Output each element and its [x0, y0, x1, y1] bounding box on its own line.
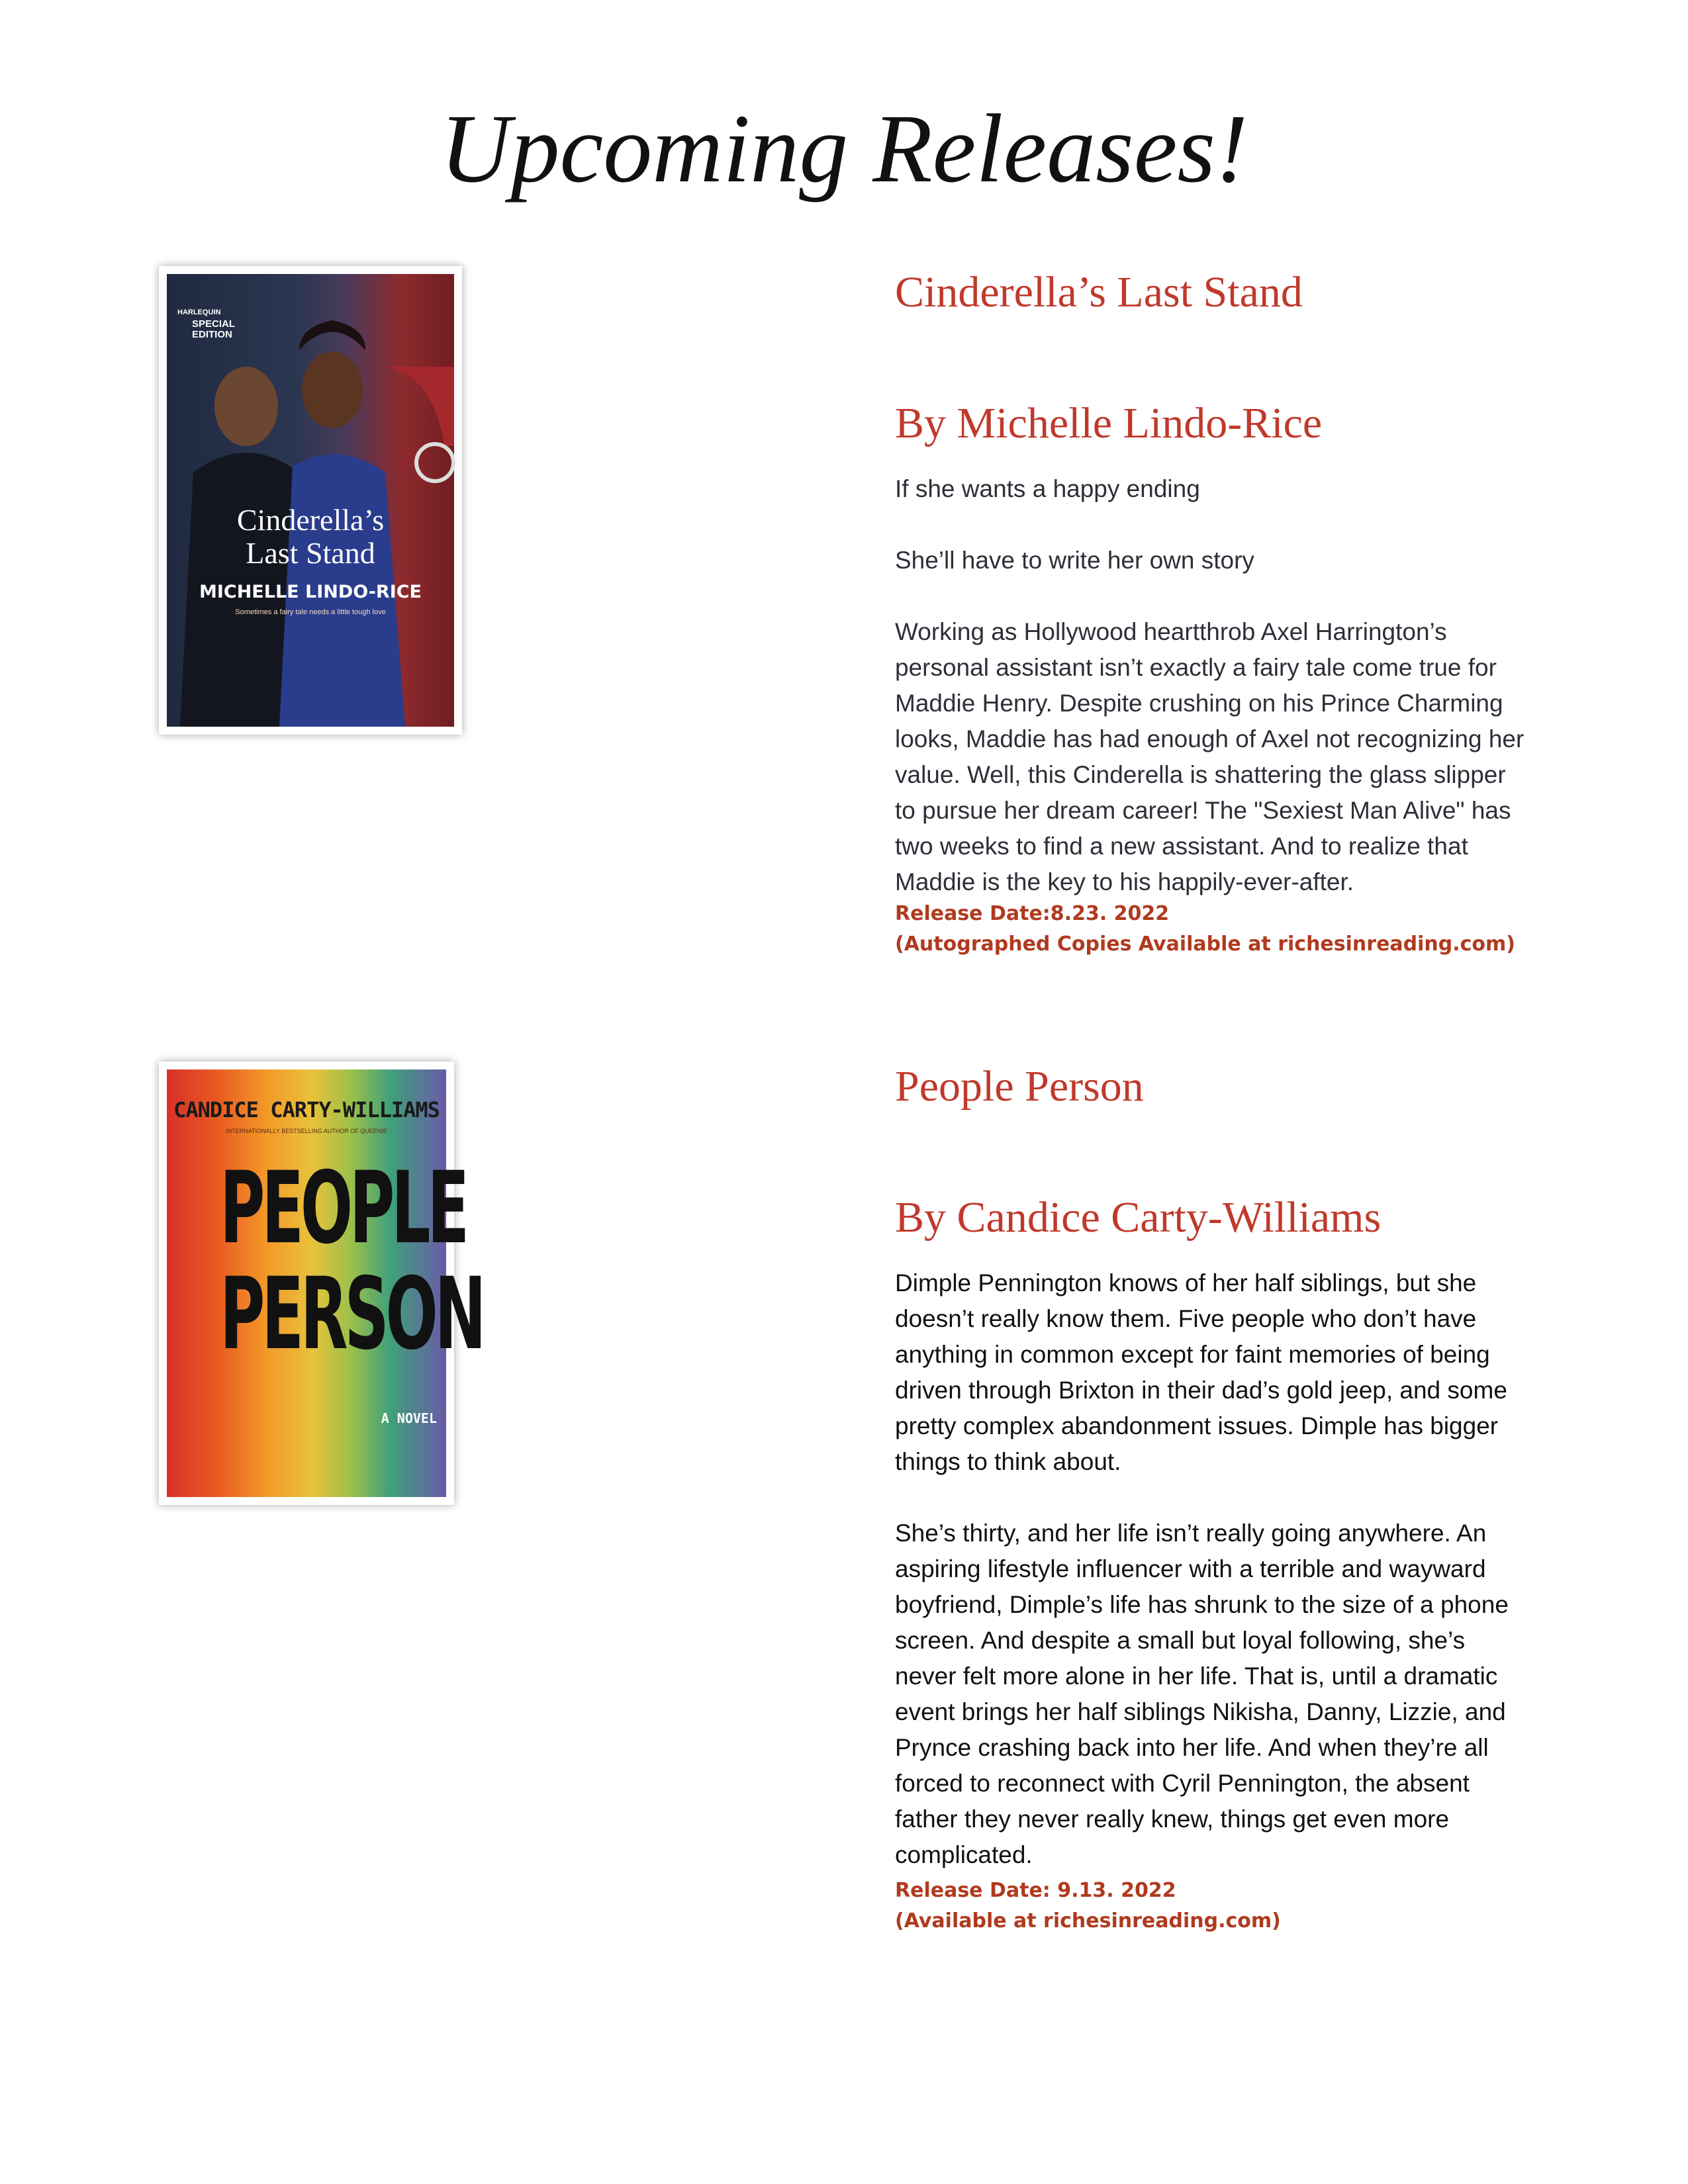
- book-title: People Person: [895, 1062, 1144, 1111]
- availability-note: (Available at richesinreading.com): [895, 1909, 1281, 1933]
- cover-subtitle: INTERNATIONALLY BESTSELLING AUTHOR OF QUEENIE: [226, 1128, 387, 1134]
- book-cover-cinderellas-last-stand: [159, 266, 462, 735]
- book-cover-people-person: [159, 1062, 483, 1505]
- cover-title-line2: Last Stand: [246, 536, 375, 570]
- cover-title-line1: Cinderella’s: [236, 503, 385, 537]
- description-paragraph: Dimple Pennington knows of her half siblings, but she doesn’t really know them. Five people who don’t have anything in common except for faint memories of being driven through Brixton in their dad’s gold jeep, and some pretty complex abandonment issues. Dimple has bigger things to think about.: [895, 1269, 1507, 1475]
- cover-title-line1: PEOPLE: [220, 1151, 467, 1266]
- book-title: Cinderella’s Last Stand: [895, 268, 1303, 316]
- cover-illustration: [167, 274, 454, 727]
- cover-label: A NOVEL: [381, 1410, 437, 1426]
- cover-imprint: HARLEQUIN: [177, 308, 221, 316]
- release-date: Release Date: 9.13. 2022: [895, 1879, 1176, 1902]
- description-paragraph: She’ll have to write her own story: [895, 547, 1254, 574]
- cover-author: CANDICE CARTY-WILLIAMS: [173, 1097, 440, 1122]
- description-paragraph: If she wants a happy ending: [895, 475, 1200, 502]
- cover-tagline: Sometimes a fairy tale needs a little tough love: [235, 608, 386, 616]
- book-description: [895, 471, 1530, 900]
- book-description: [895, 1265, 1530, 1873]
- cover-author: MICHELLE LINDO-RICE: [199, 582, 422, 602]
- description-paragraph: She’s thirty, and her life isn’t really going anywhere. An aspiring lifestyle influencer with a terrible and wayward boyfriend, Dimple’s life has shrunk to the size of a phone screen. And despite a small but loyal following, she’s never felt more alone in her life. That is, until a dramatic event brings her half siblings Nikisha, Danny, Lizzie, and Prynce crashing back into her life. And when they’re all forced to reconnect with Cyril Pennington, the absent father they never really knew, things get even more complicated.: [895, 1520, 1509, 1868]
- book-author: By Michelle Lindo-Rice: [895, 399, 1323, 447]
- availability-note: (Autographed Copies Available at richesinreading.com): [895, 933, 1516, 956]
- cover-art: [167, 1069, 483, 1497]
- cover-title-line2: PERSON: [220, 1257, 483, 1372]
- page-title: Upcoming Releases!: [440, 95, 1248, 203]
- cover-line: SPECIAL EDITION: [192, 318, 235, 340]
- release-info: [895, 1876, 1557, 1936]
- cover-art: [167, 274, 454, 727]
- book-author: By Candice Carty-Williams: [895, 1193, 1382, 1242]
- release-info: [895, 899, 1557, 960]
- release-date: Release Date:8.23. 2022: [895, 902, 1170, 925]
- description-paragraph: Working as Hollywood heartthrob Axel Harrington’s personal assistant isn’t exactly a fairy tale come true for Maddie Henry. Despite crushing on his Prince Charming looks, Maddie has had enough of Axel not recognizing her value. Well, this Cinderella is shattering the glass slipper to pursue her dream career! The "Sexiest Man Alive" has two weeks to find a new assistant. And to realize that Maddie is the key to his happily-ever-after.: [895, 618, 1524, 895]
